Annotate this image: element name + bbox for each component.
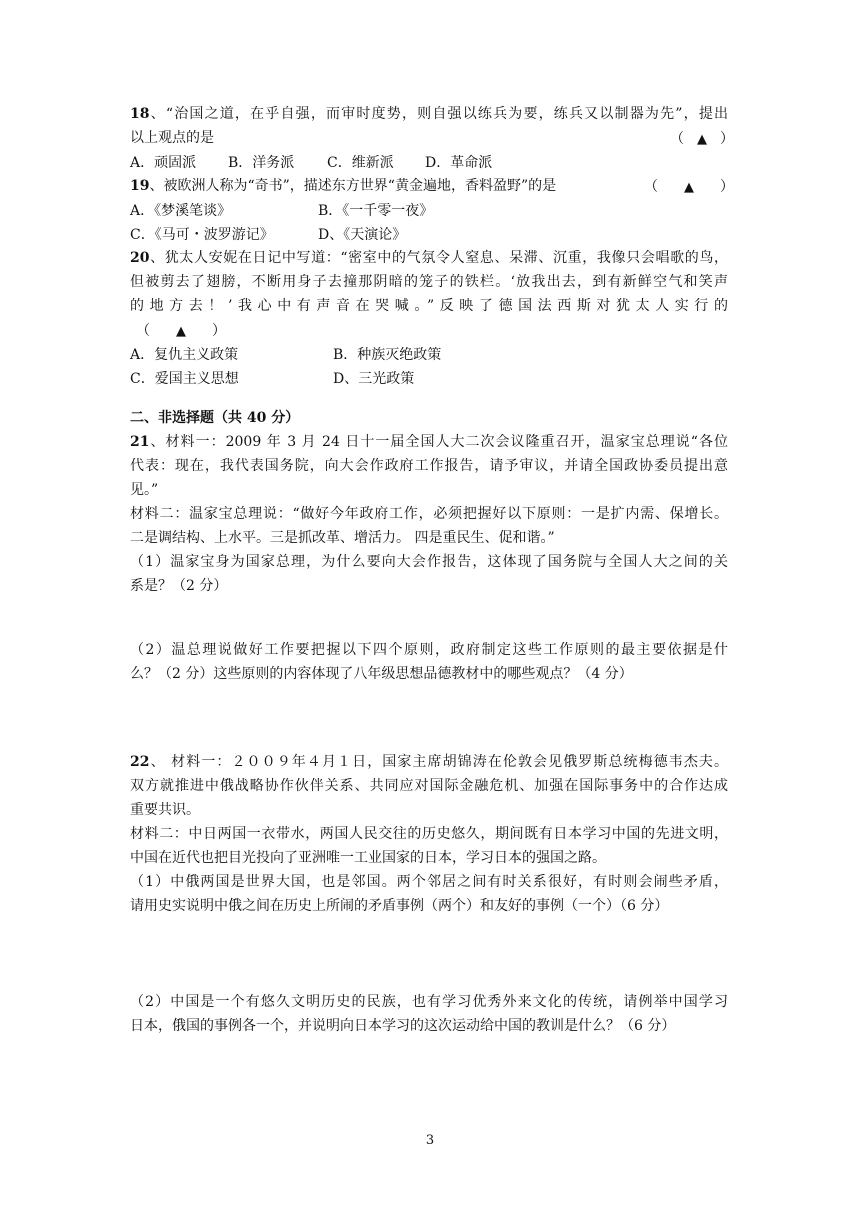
q18-text-line1: 、“治国之道，在乎自强，而审时度势，则自强以练兵为要，练兵又以制器为先”，提出 [149,106,728,122]
q18-answer-triangle: ▲ [697,132,707,147]
q18-number: 18 [130,106,150,122]
q20-text-line1: 、犹太人安妮在日记中写道：“密室中的气氛令人窒息、呆滞、沉重，我像只会唱歌的鸟， [149,250,728,266]
q20-option-b: B．种族灭绝政策 [333,347,442,363]
q21-material2-line1: 材料二：温家宝总理说：“做好今年政府工作，必须把握好以下原则：一是扩内需、保增长。 [130,506,728,522]
q19-answer-blank [644,176,734,196]
q18-line1 [130,104,728,124]
q21-material1-line2: 代表：现在，我代表国务院，向大会作政府工作报告，请予审议，并请全国政协委员提出意 [130,458,728,474]
q22-part2-line2: 日本，俄国的事例各一个，并说明向日本学习的这次运动给中国的教训是什么？（6 分） [130,1018,676,1034]
q19-option-d: D、《天演论》 [318,227,407,243]
q18-option-a: A．顽固派 [130,155,197,171]
q19-paren-open: （ [644,179,658,195]
q20-text-line2: 但被剪去了翅膀，不断用身子去撞那阴暗的笼子的铁栏。‘放我出去，到有新鲜空气和笑声 [130,274,728,290]
q22-line1 [130,752,728,772]
q22-material2-line2: 中国在近代也把目光投向了亚洲唯一工业国家的日本，学习日本的强国之路。 [130,850,606,866]
q21-number: 21 [130,434,150,450]
q22-material2-line1: 材料二：中日两国一衣带水，两国人民交往的历史悠久，期间既有日本学习中国的先进文明， [130,826,728,842]
q19-option-a: A．《梦溪笔谈》 [130,203,232,219]
q22-material1-line3: 重要共识。 [130,802,200,818]
q19-text-line1: 、被欧洲人称为“奇书”，描述东方世界“黄金遍地，香料盈野”的是 [149,178,557,194]
q18-option-c: C．维新派 [327,155,394,171]
q21-material2-line2: 二是调结构、上水平。三是抓改革、增活力。 四是重民生、促和谐。” [130,530,555,546]
q20-line1 [130,248,728,268]
q22-part1-line2: 请用史实说明中俄之间在历史上所闹的矛盾事例（两个）和友好的事例（一个）（6 分） [130,898,669,914]
q20-option-d: D、三光政策 [333,371,415,387]
q22-part2-line1: （2）中国是一个有悠久文明历史的民族，也有学习优秀外来文化的传统，请例举中国学习 [130,994,728,1010]
q21-part2-line2: 么？（2 分）这些原则的内容体现了八年级思想品德教材中的哪些观点？（4 分） [130,666,633,682]
q18-paren-open: （ [670,131,684,147]
q20-number: 20 [130,250,150,266]
q22-number: 22 [130,754,150,770]
q19-option-c: C．《马可・波罗游记》 [130,227,274,243]
q19-answer-triangle: ▲ [684,180,694,195]
q20-answer-triangle: ▲ [176,324,186,339]
q18-text-line2: 以上观点的是 [130,130,214,146]
q20-answer-blank [136,320,226,340]
q19-line1 [130,176,556,196]
q21-material1-line3: 见。” [130,482,159,498]
q20-option-a: A．复仇主义政策 [130,347,239,363]
q21-part2-line1: （2）温总理说做好工作要把握以下四个原则，政府制定这些工作原则的最主要依据是什 [130,642,728,658]
q22-part1-line1: （1）中俄两国是世界大国，也是邻国。两个邻居之间有时关系很好，有时则会闹些矛盾， [130,874,728,890]
q21-line1 [130,432,728,452]
q20-option-c: C．爱国主义思想 [130,371,239,387]
q18-option-d: D．革命派 [425,155,493,171]
q20-paren-close: ） [212,323,226,339]
q19-paren-close: ） [720,179,734,195]
q19-number: 19 [130,178,150,194]
q22-material1-line1: 、 材料一：２００９年４月１日，国家主席胡锦涛在伦敦会见俄罗斯总统梅德韦杰夫。 [149,754,728,770]
q18-paren-close: ） [720,131,734,147]
q22-material1-line2: 双方就推进中俄战略协作伙伴关系、共同应对国际金融危机、加强在国际事务中的合作达成 [130,778,728,794]
q21-part1-line1: （1）温家宝身为国家总理，为什么要向大会作报告，这体现了国务院与全国人大之间的关 [130,554,728,570]
section2-heading: 二、非选择题（共 40 分） [130,410,300,426]
q18-option-b: B．洋务派 [228,155,295,171]
q19-option-b: B．《一千零一夜》 [318,203,434,219]
q20-paren-open: （ [136,323,150,339]
q20-text-line3: 的地方去！’我心中有声音在哭喊。”反映了德国法西斯对犹太人实行的 [130,298,728,314]
q18-answer-blank [670,128,734,148]
q21-part1-line2: 系是？（2 分） [130,578,228,594]
q21-material1-line1: 、材料一：2009 年 3 月 24 日十一届全国人大二次会议隆重召开，温家宝总理说“各位 [149,434,728,450]
page-number: 3 [425,1133,435,1148]
